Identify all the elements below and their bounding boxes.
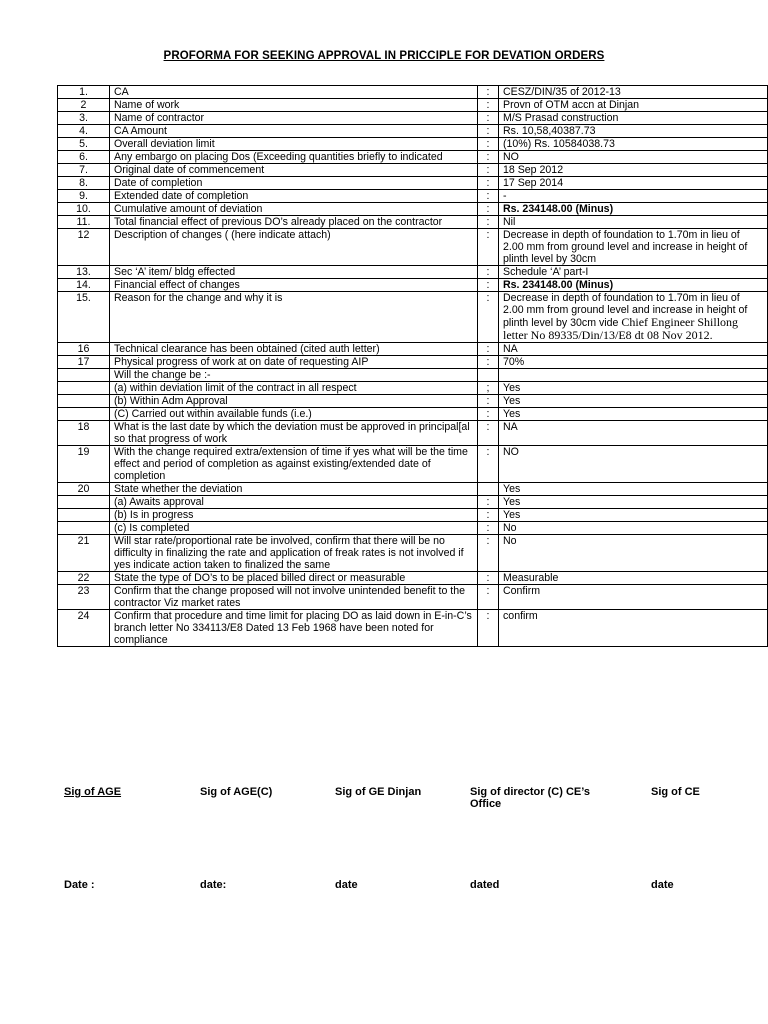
row-label xyxy=(110,496,478,509)
row-separator xyxy=(478,356,499,369)
sig-director-ce-office: Sig of director (C) CE’s Office xyxy=(470,786,590,810)
row-number xyxy=(58,421,110,446)
date-ce: date xyxy=(651,879,674,891)
row-value xyxy=(499,382,768,395)
row-value xyxy=(499,229,768,266)
row-separator-text: : xyxy=(486,356,490,368)
row-value xyxy=(499,266,768,279)
row-value xyxy=(499,369,768,382)
row-separator-text: : xyxy=(486,151,490,163)
row-separator xyxy=(478,496,499,509)
table-row xyxy=(58,483,768,496)
row-value-text: NO xyxy=(503,446,519,458)
table-row xyxy=(58,535,768,572)
row-value-text: CESZ/DIN/35 of 2012-13 xyxy=(503,86,621,98)
row-separator-text: : xyxy=(486,164,490,176)
row-value xyxy=(499,585,768,610)
row-number xyxy=(58,229,110,266)
row-label xyxy=(110,382,478,395)
row-value xyxy=(499,279,768,292)
row-number xyxy=(58,125,110,138)
row-number-text: 11. xyxy=(76,216,91,228)
row-label-text: (b) Is in progress xyxy=(114,509,194,521)
row-separator xyxy=(478,177,499,190)
table-row xyxy=(58,99,768,112)
table-row xyxy=(58,151,768,164)
row-value-text: 70% xyxy=(503,356,525,368)
table-row xyxy=(58,86,768,99)
row-number xyxy=(58,408,110,421)
row-label-text: Extended date of completion xyxy=(114,190,249,202)
row-value xyxy=(499,292,768,343)
row-separator xyxy=(478,535,499,572)
row-number xyxy=(58,369,110,382)
row-separator xyxy=(478,522,499,535)
row-label xyxy=(110,86,478,99)
document-title: PROFORMA FOR SEEKING APPROVAL IN PRICCIPLE FOR DEVATION ORDERS xyxy=(163,50,605,62)
row-value xyxy=(499,446,768,483)
row-number xyxy=(58,203,110,216)
row-number xyxy=(58,535,110,572)
row-number xyxy=(58,610,110,647)
row-separator xyxy=(478,483,499,496)
row-value-text: - xyxy=(503,190,507,202)
row-value xyxy=(499,177,768,190)
row-value xyxy=(499,408,768,421)
row-value xyxy=(499,610,768,647)
row-value xyxy=(499,395,768,408)
row-separator-text: : xyxy=(486,522,490,534)
row-value-text: Yes xyxy=(503,408,521,420)
row-value xyxy=(499,572,768,585)
row-number-text: 7. xyxy=(79,164,88,176)
row-separator xyxy=(478,86,499,99)
row-label-text: Physical progress of work at on date of requesting AIP xyxy=(114,356,369,368)
row-value xyxy=(499,496,768,509)
row-separator-text: : xyxy=(486,125,490,137)
row-label-text: Reason for the change and why it is xyxy=(114,292,283,304)
row-separator-text: : xyxy=(486,408,490,420)
row-label xyxy=(110,292,478,343)
row-value-text: Schedule ‘A’ part-I xyxy=(503,266,589,278)
row-label xyxy=(110,125,478,138)
row-label xyxy=(110,572,478,585)
row-label xyxy=(110,356,478,369)
row-number xyxy=(58,585,110,610)
row-separator xyxy=(478,216,499,229)
row-label xyxy=(110,585,478,610)
row-value xyxy=(499,535,768,572)
row-number-text: 23 xyxy=(77,585,90,597)
row-label-text: Financial effect of changes xyxy=(114,279,240,291)
row-label xyxy=(110,522,478,535)
row-number xyxy=(58,177,110,190)
table-row xyxy=(58,356,768,369)
row-separator-text: : xyxy=(486,292,490,304)
row-separator-text: : xyxy=(486,585,490,597)
date-age: Date : xyxy=(64,879,95,891)
row-label-text: Original date of commencement xyxy=(114,164,265,176)
row-separator xyxy=(478,279,499,292)
row-value-text: Yes xyxy=(503,395,521,407)
row-separator xyxy=(478,138,499,151)
row-separator-text: : xyxy=(486,446,490,458)
row-separator-text: : xyxy=(486,190,490,202)
row-number xyxy=(58,138,110,151)
row-separator xyxy=(478,190,499,203)
row-separator xyxy=(478,408,499,421)
row-value xyxy=(499,343,768,356)
row-label-text: Will star rate/proportional rate be involved, confirm that there will be no difficulty in finalizing the rate and application of freak rates is not involved if yes indicate action taken to finalized the same xyxy=(114,535,464,571)
table-row xyxy=(58,138,768,151)
row-label xyxy=(110,535,478,572)
row-separator-text: : xyxy=(486,509,490,521)
table-row xyxy=(58,395,768,408)
table-row xyxy=(58,572,768,585)
row-separator-text: : xyxy=(486,266,490,278)
row-label-text: Will the change be :- xyxy=(114,369,211,381)
sig-age-c: Sig of AGE(C) xyxy=(200,786,273,798)
date-director: dated xyxy=(470,879,500,891)
row-separator-text: ; xyxy=(486,382,490,394)
row-number-text: 14. xyxy=(76,279,91,291)
row-value-text: Yes xyxy=(503,509,521,521)
row-label xyxy=(110,229,478,266)
row-label-text: (b) Within Adm Approval xyxy=(114,395,228,407)
row-number xyxy=(58,483,110,496)
row-label-text: Cumulative amount of deviation xyxy=(114,203,263,215)
row-separator xyxy=(478,509,499,522)
table-row xyxy=(58,369,768,382)
row-label xyxy=(110,266,478,279)
row-separator-text: : xyxy=(486,177,490,189)
row-number-text: 9. xyxy=(79,190,88,202)
row-value-text: M/S Prasad construction xyxy=(503,112,619,124)
row-value xyxy=(499,125,768,138)
table-row xyxy=(58,112,768,125)
row-value xyxy=(499,190,768,203)
row-value-text: NO xyxy=(503,151,519,163)
row-value xyxy=(499,483,768,496)
row-separator xyxy=(478,343,499,356)
row-value-text: confirm xyxy=(503,610,538,622)
row-label-text: Description of changes ( (here indicate attach) xyxy=(114,229,331,241)
row-label xyxy=(110,164,478,177)
row-separator xyxy=(478,572,499,585)
table-row xyxy=(58,522,768,535)
row-label-text: State the type of DO’s to be placed billed direct or measurable xyxy=(114,572,406,584)
row-separator xyxy=(478,446,499,483)
row-label-text: (C) Carried out within available funds (i.e.) xyxy=(114,408,312,420)
row-number-text: 5. xyxy=(79,138,88,150)
row-label-text: Name of contractor xyxy=(114,112,205,124)
row-separator xyxy=(478,382,499,395)
row-label xyxy=(110,216,478,229)
row-value-text: NA xyxy=(503,421,518,433)
table-row xyxy=(58,279,768,292)
row-separator-text: : xyxy=(486,535,490,547)
row-separator xyxy=(478,266,499,279)
row-number-text: 18 xyxy=(77,421,90,433)
row-separator-text: : xyxy=(486,112,490,124)
row-value xyxy=(499,112,768,125)
row-separator-text: : xyxy=(486,610,490,622)
sig-ge-dinjan: Sig of GE Dinjan xyxy=(335,786,422,798)
row-value xyxy=(499,216,768,229)
table-row xyxy=(58,266,768,279)
row-label xyxy=(110,279,478,292)
table-row xyxy=(58,343,768,356)
row-number-text: 16 xyxy=(77,343,90,355)
row-separator-text: : xyxy=(486,421,490,433)
row-number xyxy=(58,382,110,395)
row-number xyxy=(58,279,110,292)
row-separator xyxy=(478,151,499,164)
row-separator-text: : xyxy=(486,99,490,111)
date-ge-dinjan: date xyxy=(335,879,358,891)
proforma-table xyxy=(57,85,768,647)
row-label xyxy=(110,138,478,151)
row-number-text: 19 xyxy=(77,446,90,458)
row-label xyxy=(110,99,478,112)
row-value xyxy=(499,151,768,164)
row-value-text: Yes xyxy=(503,496,521,508)
table-row xyxy=(58,446,768,483)
row-number-text: 1. xyxy=(79,86,88,98)
row-number xyxy=(58,509,110,522)
row-number-text: 15. xyxy=(76,292,91,304)
row-label xyxy=(110,369,478,382)
row-value xyxy=(499,203,768,216)
sig-ce: Sig of CE xyxy=(651,786,700,798)
row-label-text: Any embargo on placing Dos (Exceeding quantities briefly to indicated xyxy=(114,151,443,163)
row-value-text: Rs. 10,58,40387.73 xyxy=(503,125,596,137)
row-separator xyxy=(478,395,499,408)
row-number xyxy=(58,164,110,177)
row-separator xyxy=(478,229,499,266)
row-value xyxy=(499,138,768,151)
row-separator xyxy=(478,164,499,177)
row-value-text: No xyxy=(503,522,517,534)
row-number xyxy=(58,572,110,585)
row-number-text: 13. xyxy=(76,266,91,278)
row-label-text: Total financial effect of previous DO’s already placed on the contractor xyxy=(114,216,443,228)
row-value-text: Rs. 234148.00 (Minus) xyxy=(503,279,614,291)
table-row xyxy=(58,585,768,610)
row-label xyxy=(110,610,478,647)
row-number-text: 21 xyxy=(77,535,90,547)
row-separator-text: : xyxy=(486,572,490,584)
row-value-text: Decrease in depth of foundation to 1.70m in lieu of 2.00 mm from ground level and increase in height of plinth level by 30cm vide xyxy=(503,292,748,329)
row-label xyxy=(110,343,478,356)
row-value-text: Yes xyxy=(503,382,521,394)
table-row xyxy=(58,421,768,446)
row-label xyxy=(110,446,478,483)
row-separator xyxy=(478,125,499,138)
row-label-text: Sec ‘A’ item/ bldg effected xyxy=(114,266,236,278)
table-row xyxy=(58,292,768,343)
row-separator-text: : xyxy=(486,279,490,291)
row-separator-text: : xyxy=(486,86,490,98)
row-value-text: Confirm xyxy=(503,585,541,597)
row-value-text: NA xyxy=(503,343,518,355)
table-row xyxy=(58,229,768,266)
row-value-text: 18 Sep 2012 xyxy=(503,164,564,176)
table-row xyxy=(58,382,768,395)
row-number-text: 17 xyxy=(77,356,90,368)
row-number xyxy=(58,151,110,164)
row-label-text: Name of work xyxy=(114,99,180,111)
row-number-text: 20 xyxy=(77,483,90,495)
row-value-text: Measurable xyxy=(503,572,559,584)
row-number xyxy=(58,266,110,279)
row-label-text: Overall deviation limit xyxy=(114,138,215,150)
row-value xyxy=(499,86,768,99)
row-value xyxy=(499,421,768,446)
row-value xyxy=(499,509,768,522)
row-number xyxy=(58,356,110,369)
row-label-text: Technical clearance has been obtained (cited auth letter) xyxy=(114,343,380,355)
row-separator xyxy=(478,369,499,382)
row-label xyxy=(110,203,478,216)
sig-age: Sig of AGE xyxy=(64,786,122,798)
row-label xyxy=(110,112,478,125)
row-number xyxy=(58,86,110,99)
row-number xyxy=(58,446,110,483)
row-number-text: 2 xyxy=(80,99,87,111)
row-value xyxy=(499,356,768,369)
row-separator-text: : xyxy=(486,203,490,215)
table-row xyxy=(58,177,768,190)
row-label xyxy=(110,395,478,408)
row-number-text: 3. xyxy=(79,112,88,124)
row-label xyxy=(110,177,478,190)
row-separator-text: : xyxy=(486,138,490,150)
row-label xyxy=(110,509,478,522)
row-value xyxy=(499,99,768,112)
row-number xyxy=(58,343,110,356)
row-number-text: 24 xyxy=(77,610,90,622)
row-separator xyxy=(478,421,499,446)
row-label-text: State whether the deviation xyxy=(114,483,243,495)
row-separator xyxy=(478,99,499,112)
row-label xyxy=(110,408,478,421)
row-separator-text: : xyxy=(486,216,490,228)
row-separator-text: : xyxy=(486,496,490,508)
row-number xyxy=(58,216,110,229)
row-separator xyxy=(478,203,499,216)
row-number-text: 8. xyxy=(79,177,88,189)
table-row xyxy=(58,408,768,421)
table-row xyxy=(58,509,768,522)
row-label-text: (a) Awaits approval xyxy=(114,496,204,508)
row-value-text: Yes xyxy=(503,483,521,495)
row-separator-text: : xyxy=(486,395,490,407)
row-label-text: Date of completion xyxy=(114,177,203,189)
row-value-text: Rs. 234148.00 (Minus) xyxy=(503,203,614,215)
row-label-text: CA Amount xyxy=(114,125,167,137)
row-value-text: No xyxy=(503,535,517,547)
row-number-text: 22 xyxy=(77,572,90,584)
table-row xyxy=(58,216,768,229)
row-separator xyxy=(478,610,499,647)
row-number xyxy=(58,112,110,125)
row-label xyxy=(110,190,478,203)
row-value-text: Decrease in depth of foundation to 1.70m in lieu of 2.00 mm from ground level and increase in height of plinth level by 30cm xyxy=(503,229,748,265)
row-separator xyxy=(478,292,499,343)
row-number-text: 4. xyxy=(79,125,88,137)
table-row xyxy=(58,496,768,509)
row-number xyxy=(58,99,110,112)
row-label-text: (c) Is completed xyxy=(114,522,190,534)
row-separator-text: : xyxy=(486,229,490,241)
table-row xyxy=(58,164,768,177)
row-number xyxy=(58,190,110,203)
table-row xyxy=(58,125,768,138)
table-row xyxy=(58,190,768,203)
row-label-text: What is the last date by which the deviation must be approved in principal[al so that progress of work xyxy=(114,421,470,445)
row-number xyxy=(58,292,110,343)
row-separator-text: : xyxy=(486,343,490,355)
row-label xyxy=(110,421,478,446)
table-row xyxy=(58,610,768,647)
row-label-text: CA xyxy=(114,86,129,98)
row-separator xyxy=(478,585,499,610)
row-value-text: Nil xyxy=(503,216,516,228)
row-number xyxy=(58,496,110,509)
row-value-text: Provn of OTM accn at Dinjan xyxy=(503,99,640,111)
table-row xyxy=(58,203,768,216)
date-age-c: date: xyxy=(200,879,227,891)
row-number xyxy=(58,522,110,535)
row-value-text: 17 Sep 2014 xyxy=(503,177,564,189)
row-number-text: 6. xyxy=(79,151,88,163)
row-value xyxy=(499,164,768,177)
row-label-text: With the change required extra/extension of time if yes what will be the time effect and period of completion as against existing/extended date of completion xyxy=(114,446,468,482)
row-value-reference: Chief Engineer Shillong letter No 89335/Din/13/E8 dt 08 Nov 2012. xyxy=(503,315,739,342)
row-label-text: Confirm that the change proposed will not involve unintended benefit to the contractor Viz market rates xyxy=(114,585,466,609)
row-value xyxy=(499,522,768,535)
row-label xyxy=(110,483,478,496)
row-value-text: (10%) Rs. 10584038.73 xyxy=(503,138,615,150)
row-label xyxy=(110,151,478,164)
row-separator xyxy=(478,112,499,125)
row-number-text: 10. xyxy=(76,203,91,215)
row-label-text: (a) within deviation limit of the contract in all respect xyxy=(114,382,357,394)
row-number xyxy=(58,395,110,408)
row-label-text: Confirm that procedure and time limit for placing DO as laid down in E-in-C’s branch letter No 334113/E8 Dated 13 Feb 1968 have been noted for compliance xyxy=(114,610,472,646)
row-number-text: 12 xyxy=(77,229,90,241)
